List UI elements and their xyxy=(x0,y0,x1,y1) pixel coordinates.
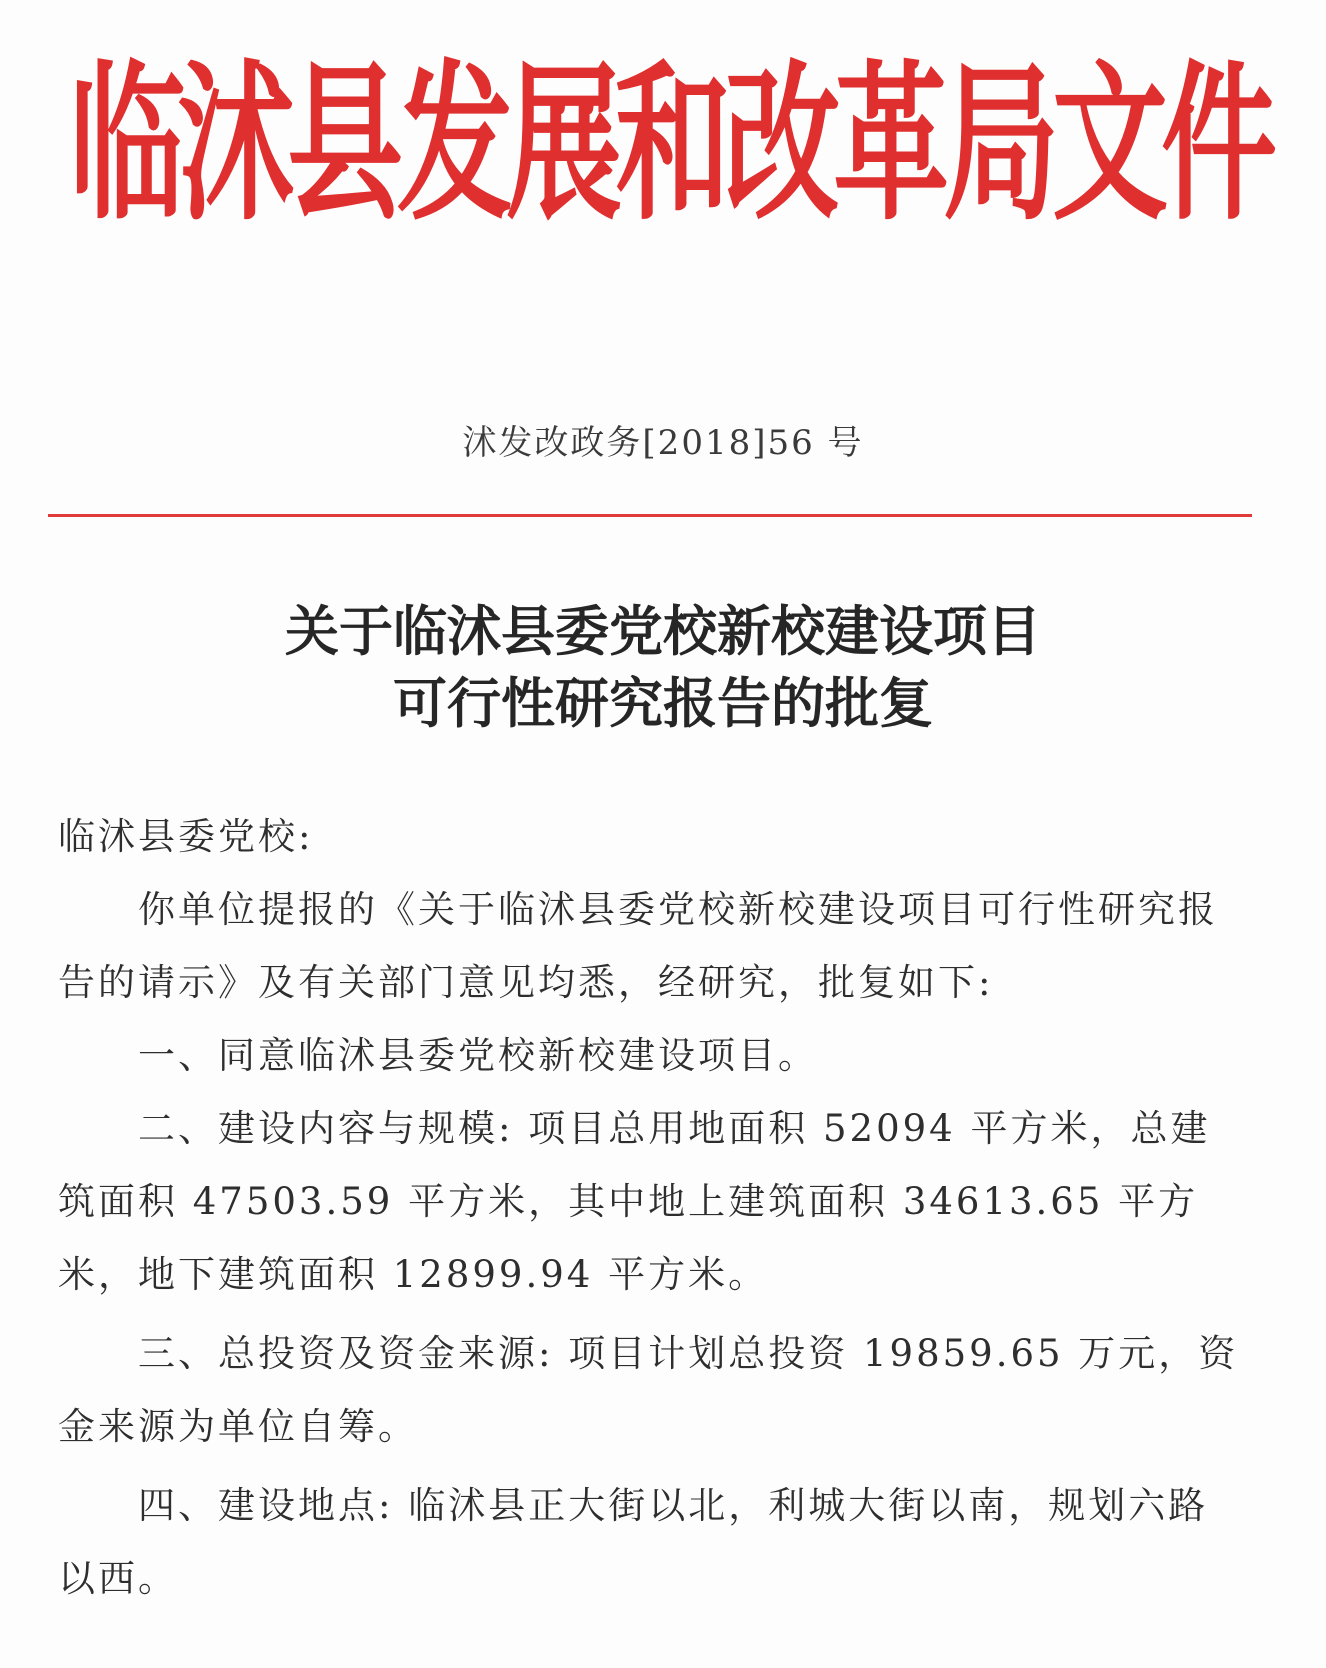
header-char: 改 xyxy=(724,46,841,244)
header-char: 文 xyxy=(1051,46,1168,244)
salutation: 临沭县委党校: xyxy=(58,815,314,858)
document-body xyxy=(58,800,1248,1615)
item-1-paragraph: 一、同意临沭县委党校新校建设项目。 xyxy=(138,1034,818,1077)
header-char: 和 xyxy=(615,46,731,244)
header-char: 革 xyxy=(833,46,950,244)
subject-line-1: 关于临沭县委党校新校建设项目 xyxy=(285,599,1041,663)
item-2-paragraph: 二、建设内容与规模: 项目总用地面积 52094 平方米，总建筑面积 47503.59 平方米，其中地上建筑面积 34613.65 平方米，地下建筑面积 12899.94 平方米。 xyxy=(58,1107,1211,1296)
header-char: 沭 xyxy=(178,46,295,244)
header-char: 展 xyxy=(506,46,622,244)
document-header-title xyxy=(52,30,1277,260)
header-char: 县 xyxy=(287,46,404,244)
header-char: 发 xyxy=(396,46,513,244)
document-number: 沭发改政务[2018]56 号 xyxy=(462,423,864,463)
item-4-paragraph: 四、建设地点: 临沭县正大街以北，利城大街以南，规划六路以西。 xyxy=(58,1484,1209,1600)
item-3-paragraph: 三、总投资及资金来源: 项目计划总投资 19859.65 万元，资金来源为单位自筹。 xyxy=(58,1332,1239,1448)
document-subject xyxy=(0,595,1326,739)
intro-paragraph: 你单位提报的《关于临沭县委党校新校建设项目可行性研究报告的请示》及有关部门意见均悉，经研究，批复如下: xyxy=(58,888,1218,1004)
header-char: 件 xyxy=(1161,46,1277,244)
header-char: 临 xyxy=(69,46,185,244)
subject-line-2: 可行性研究报告的批复 xyxy=(393,671,933,735)
red-divider-line xyxy=(48,514,1252,517)
header-char: 局 xyxy=(942,46,1059,244)
